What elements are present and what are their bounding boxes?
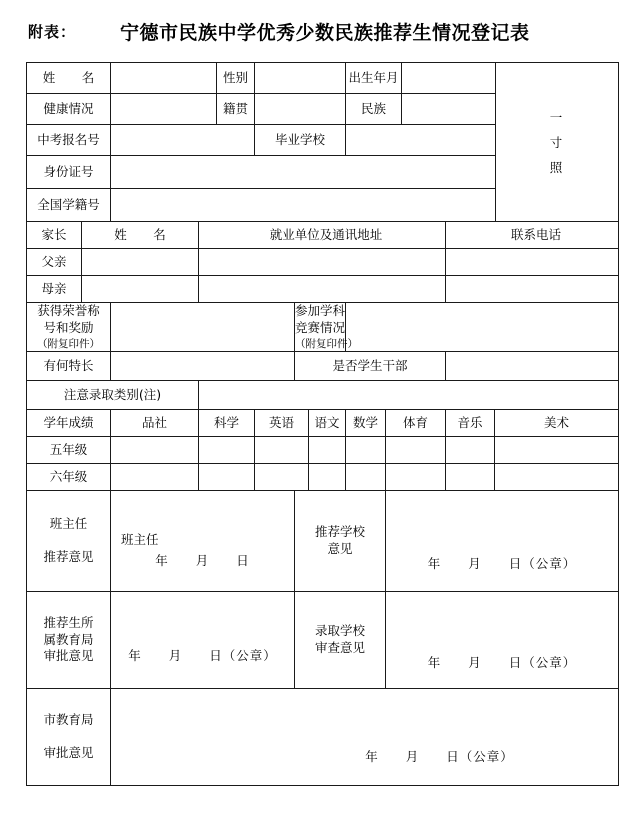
grade6-yinyue[interactable] [446,464,495,491]
value-native-place[interactable] [255,94,346,125]
page-title: 宁德市民族中学优秀少数民族推荐生情况登记表 [120,21,530,44]
label-bureau-opinion-line3: 审批意见 [43,648,94,664]
admit-school-date-line: 年 月 日（公章） [427,654,577,670]
city-bureau-date-line: 年 月 日（公章） [365,748,514,764]
grade5-meishu[interactable] [495,437,619,464]
table-row-mother [27,276,619,303]
value-father-work-address[interactable] [199,249,446,276]
value-father-name[interactable] [82,249,199,276]
label-honors-line2: 号和奖励 [43,319,94,335]
header-subject-meishu: 美术 [495,410,619,437]
value-honors[interactable] [111,303,295,352]
value-school-opinion[interactable] [386,491,619,592]
teacher-signature-label: 班主任 [121,532,159,548]
header-work-address: 就业单位及通讯地址 [199,222,446,249]
school-date-line: 年 月 日（公章） [427,555,577,571]
value-national-student-id[interactable] [111,189,496,222]
grade5-yuwen[interactable] [309,437,346,464]
label-school-opinion [295,491,386,592]
grade6-kexue[interactable] [199,464,255,491]
table-row-honors [27,303,619,352]
grade6-pinshe[interactable] [111,464,199,491]
value-admission-type[interactable] [199,381,619,410]
label-school-opinion-line2: 意见 [327,541,353,556]
table-row-city-bureau-opinion [27,689,619,786]
label-graduated-school: 毕业学校 [255,125,346,156]
header-subject-yinyue: 音乐 [446,410,495,437]
value-id-number[interactable] [111,156,496,189]
header-subject-tiyu: 体育 [386,410,446,437]
grade5-tiyu[interactable] [386,437,446,464]
value-gender[interactable] [255,63,346,94]
grade6-shuxue[interactable] [346,464,386,491]
header-guardian: 家长 [27,222,82,249]
grade6-meishu[interactable] [495,464,619,491]
label-competition [295,303,359,352]
registration-form-table [26,62,619,786]
label-id-number: 身份证号 [27,156,111,189]
label-honors [27,303,111,352]
label-gender: 性别 [217,63,255,94]
city-bureau-opinion-block [111,701,618,774]
grade6-yingyu[interactable] [255,464,309,491]
value-admit-school-opinion[interactable] [386,592,619,689]
label-admission-type: 注意录取类别(注) [27,381,199,410]
value-father-phone[interactable] [446,249,619,276]
label-competition-note: （附复印件） [295,337,359,350]
label-competition-line2: 竞赛情况 [295,319,346,335]
table-row-admission-type [27,381,619,410]
photo-placeholder [496,63,619,222]
label-honors-line1: 获得荣誉称 [37,303,100,319]
value-graduated-school[interactable] [346,125,496,156]
label-school-opinion-line1: 推荐学校 [315,524,366,540]
document-title-row [0,10,642,52]
label-admit-school-line2: 审查意见 [315,640,366,655]
label-city-bureau-line2: 审批意见 [43,745,94,761]
header-parent-name: 姓 名 [82,222,199,249]
value-birth[interactable] [402,63,496,94]
table-row-specialty [27,352,619,381]
bureau-date-line: 年 月 日（公章） [128,647,277,663]
header-subject-yingyu: 英语 [255,410,309,437]
header-subject-pinshe: 品社 [111,410,199,437]
table-row-name [27,63,619,94]
label-national-student-id: 全国学籍号 [27,189,111,222]
grade6-yuwen[interactable] [309,464,346,491]
bureau-opinion-block [111,608,294,673]
photo-char-1: 一 [549,109,565,125]
school-opinion-block [386,502,618,581]
value-mother-work-address[interactable] [199,276,446,303]
table-row-grade6 [27,464,619,491]
label-ethnicity: 民族 [346,94,402,125]
grade5-kexue[interactable] [199,437,255,464]
admit-school-opinion-block [386,601,618,680]
label-grade6: 六年级 [27,464,111,491]
value-city-bureau-opinion[interactable] [111,689,619,786]
value-teacher-opinion[interactable] [111,491,295,592]
teacher-date-line: 年 月 日 [155,553,250,568]
label-competition-line1: 参加学科 [295,303,346,319]
label-name: 姓 名 [27,63,111,94]
label-grade-year: 学年成绩 [27,410,111,437]
header-subject-kexue: 科学 [199,410,255,437]
photo-char-3: 照 [549,159,565,175]
value-health[interactable] [111,94,217,125]
grade5-shuxue[interactable] [346,437,386,464]
label-grade5: 五年级 [27,437,111,464]
grade5-yingyu[interactable] [255,437,309,464]
label-city-bureau-opinion [27,689,111,786]
header-subject-shuxue: 数学 [346,410,386,437]
value-competition[interactable] [346,303,619,352]
label-specialty: 有何特长 [27,352,111,381]
label-teacher-opinion-line1: 班主任 [49,515,88,531]
label-admit-school-opinion [295,592,386,689]
value-ethnicity[interactable] [402,94,496,125]
teacher-opinion-block [111,504,294,578]
header-subject-yuwen: 语文 [309,410,346,437]
label-bureau-opinion [27,592,111,689]
grade5-pinshe[interactable] [111,437,199,464]
label-teacher-opinion [27,491,111,592]
value-mother-name[interactable] [82,276,199,303]
label-admit-school-line1: 录取学校 [315,623,366,639]
value-mother-phone[interactable] [446,276,619,303]
label-exam-number: 中考报名号 [27,125,111,156]
table-row-bureau-opinion [27,592,619,689]
table-row-teacher-opinion [27,491,619,592]
table-row-grade5 [27,437,619,464]
label-native-place: 籍贯 [217,94,255,125]
header-contact-phone: 联系电话 [446,222,619,249]
value-specialty[interactable] [111,352,295,381]
label-bureau-opinion-line1: 推荐生所 [43,614,94,630]
label-teacher-opinion-line2: 推荐意见 [43,549,94,565]
table-row-parents-header [27,222,619,249]
label-student-cadre: 是否学生干部 [295,352,446,381]
grade5-yinyue[interactable] [446,437,495,464]
grade6-tiyu[interactable] [386,464,446,491]
value-student-cadre[interactable] [446,352,619,381]
title-prefix: 附表： [28,22,77,41]
label-bureau-opinion-line2: 属教育局 [43,631,94,647]
label-birth: 出生年月 [346,63,402,94]
label-health: 健康情况 [27,94,111,125]
photo-char-2: 寸 [549,134,565,150]
label-honors-note: （附复印件） [37,337,100,350]
value-exam-number[interactable] [111,125,255,156]
value-bureau-opinion[interactable] [111,592,295,689]
table-row-grades-header [27,410,619,437]
value-name[interactable] [111,63,217,94]
label-mother: 母亲 [27,276,82,303]
label-father: 父亲 [27,249,82,276]
table-row-father [27,249,619,276]
label-city-bureau-line1: 市教育局 [43,711,94,727]
